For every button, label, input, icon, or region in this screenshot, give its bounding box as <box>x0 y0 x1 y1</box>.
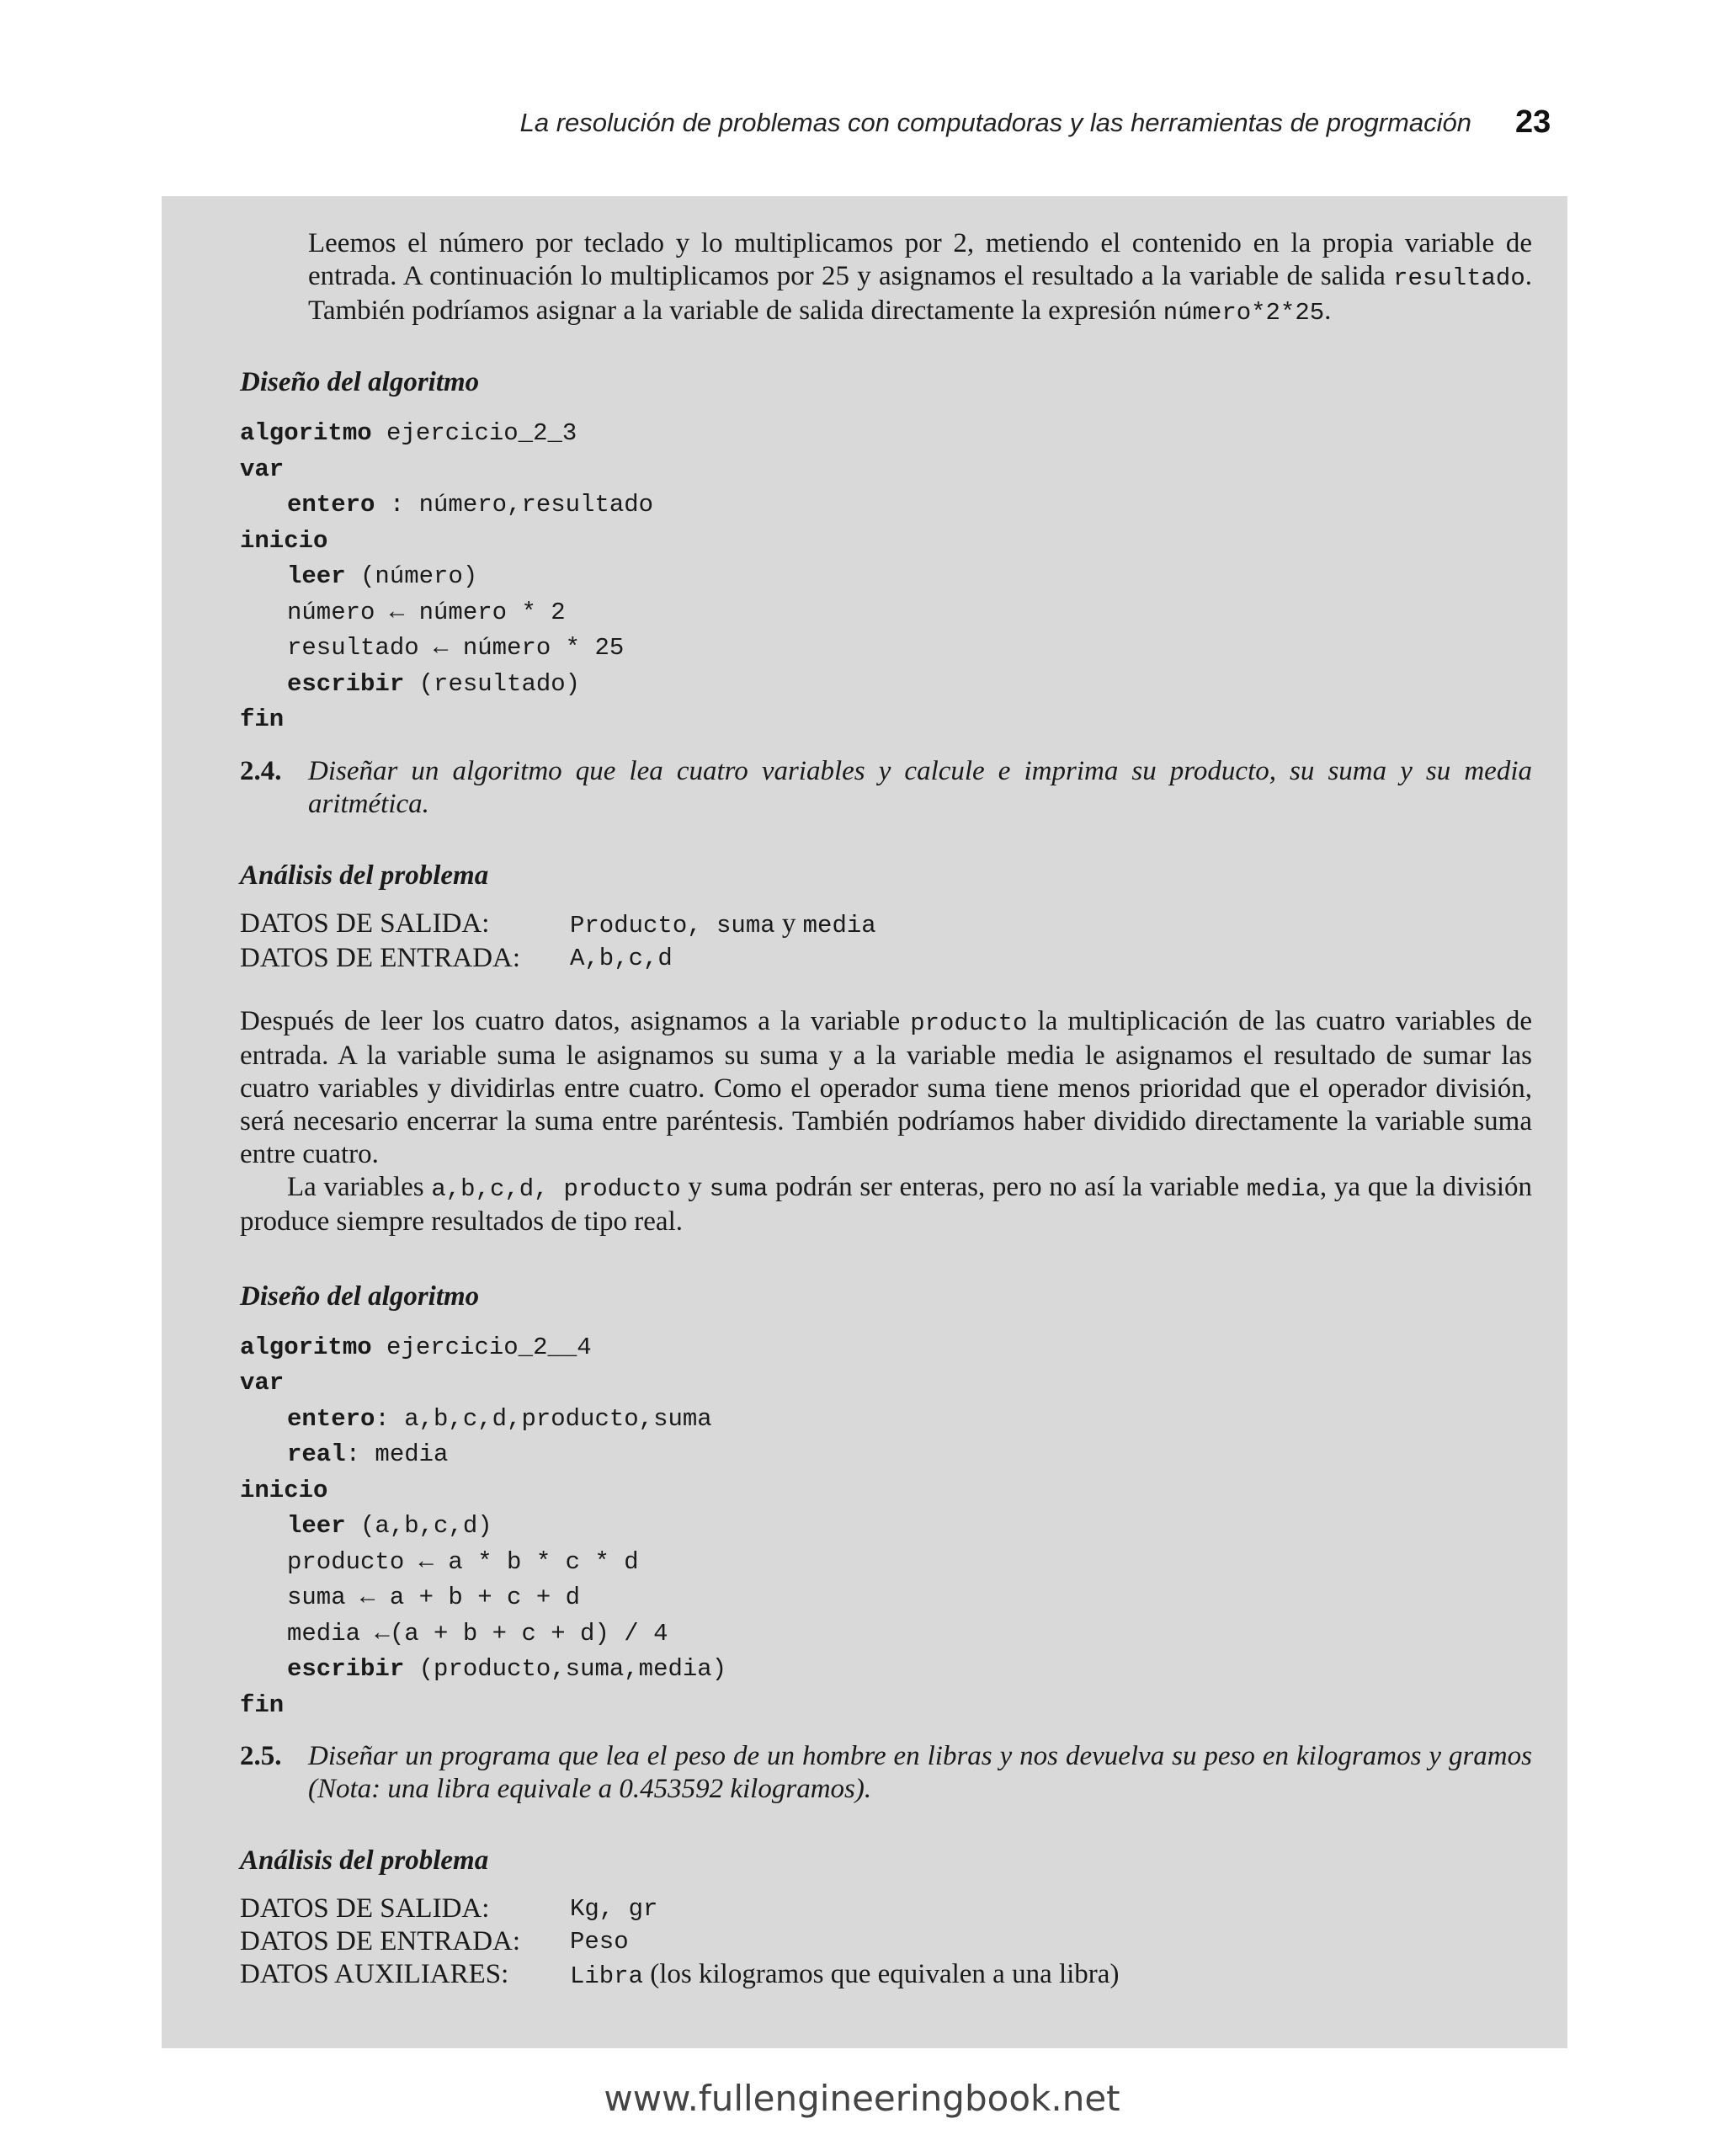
analysis-paragraph-2: La variables a,b,c,d, producto y suma podrán ser enteras, pero no así la variable media, ya que la división produce siempre resultados de tipo real. <box>240 1171 1533 1237</box>
inline-code: media <box>1246 1174 1320 1203</box>
inline-code: número*2*25 <box>1163 299 1325 327</box>
exercise-2-5 <box>240 1740 1532 1806</box>
code-line <box>240 524 1532 560</box>
code-keyword: leer <box>287 562 346 590</box>
code-text: (número) <box>345 562 478 590</box>
code-line <box>240 631 1532 667</box>
code-keyword: entero <box>287 491 375 519</box>
intro-paragraph: Leemos el número por teclado y lo multiplicamos por 2, metiendo el contenido en la propia variable de entrada. A continuación lo multiplicamos por 25 y asignamos el resultado a la variable de salida resultado. También podríamos asignar a la variable de salida directamente la expresión número*2*25. <box>308 228 1532 327</box>
code-line <box>240 1688 1532 1724</box>
code-text: (producto,suma,media) <box>404 1655 727 1683</box>
code-line <box>240 1330 1532 1366</box>
code-keyword: fin <box>240 705 285 733</box>
data-row-entrada: DATOS DE ENTRADA: Peso <box>240 1926 629 1956</box>
code-line <box>240 1545 1532 1581</box>
code-keyword: var <box>240 1369 285 1397</box>
data-row-auxiliares: DATOS AUXILIARES: Libra (los kilogramos que equivalen a una libra) <box>240 1959 1120 1990</box>
code-text: suma ← a + b + c + d <box>287 1584 581 1611</box>
code-keyword: algoritmo <box>240 1333 372 1361</box>
code-text: : media <box>345 1440 449 1468</box>
code-line <box>240 702 1532 738</box>
code-line <box>240 559 1532 595</box>
code-keyword: inicio <box>240 526 328 555</box>
code-keyword: var <box>240 455 285 483</box>
code-line <box>240 595 1532 631</box>
code-line <box>240 487 1532 524</box>
section-title-design-1: Diseño del algoritmo <box>240 367 480 397</box>
data-table-2 <box>240 1892 1532 1993</box>
algorithm-2-3 <box>240 416 1532 738</box>
exercise-2-4 <box>240 755 1532 821</box>
exercise-number: 2.5. <box>240 1741 282 1771</box>
code-line <box>240 416 1532 452</box>
inline-code: resultado <box>1393 264 1525 292</box>
code-line <box>240 1437 1532 1473</box>
code-line <box>240 1580 1532 1616</box>
section-title-analysis-2: Análisis del problema <box>240 1845 489 1876</box>
code-line <box>240 1616 1532 1653</box>
code-line <box>240 1402 1532 1438</box>
code-keyword: fin <box>240 1690 285 1719</box>
section-title-analysis-1: Análisis del problema <box>240 860 489 891</box>
code-text: : número,resultado <box>375 491 654 519</box>
code-text: (resultado) <box>404 669 581 698</box>
code-keyword: escribir <box>287 669 405 698</box>
code-text: : a,b,c,d,producto,suma <box>375 1404 712 1433</box>
inline-code: suma <box>709 1174 769 1203</box>
data-row-salida: DATOS DE SALIDA: Kg, gr <box>240 1893 658 1924</box>
data-row-entrada: DATOS DE ENTRADA: A,b,c,d <box>240 942 673 973</box>
code-keyword: leer <box>287 1512 346 1540</box>
data-table-1 <box>240 908 1532 975</box>
algorithm-2-4 <box>240 1330 1532 1724</box>
code-keyword: algoritmo <box>240 419 372 447</box>
code-line <box>240 452 1532 488</box>
page-number: 23 <box>1515 104 1551 140</box>
section-title-design-2: Diseño del algoritmo <box>240 1280 480 1312</box>
code-line <box>240 1509 1532 1545</box>
code-line <box>240 1652 1532 1688</box>
code-line <box>240 1473 1532 1509</box>
code-text: producto ← a * b * c * d <box>287 1547 639 1576</box>
running-head: La resolución de problemas con computadoras y las herramientas de progrmación <box>519 108 1471 137</box>
code-keyword: escribir <box>287 1655 405 1683</box>
analysis-paragraph: Después de leer los cuatro datos, asignamos a la variable producto la multiplicación de las cuatro variables de entrada. A la variable suma le asignamos su suma y a la variable media le asignamos el resultado de sumar las cuatro variables y dividirlas entre cuatro. Como el operador suma tiene menos prioridad que el operador división, será necesario encerrar la suma entre paréntesis. También podríamos haber dividido directamente la variable suma entre cuatro. <box>240 1005 1532 1169</box>
code-text: ejercicio_2__4 <box>371 1333 592 1361</box>
inline-code: a,b,c,d, producto <box>431 1174 681 1203</box>
data-row-salida: DATOS DE SALIDA: Producto, suma y media <box>240 908 876 940</box>
code-text: ejercicio_2_3 <box>371 419 577 447</box>
exercise-statement: Diseñar un algoritmo que lea cuatro variables y calcule e imprima su producto, su suma y su media aritmética. <box>308 755 1532 819</box>
code-line <box>240 1365 1532 1402</box>
code-line <box>240 667 1532 703</box>
footer-url[interactable]: www.fullengineeringbook.net <box>604 2078 1120 2119</box>
code-keyword: inicio <box>240 1476 328 1504</box>
code-keyword: real <box>287 1440 346 1468</box>
exercise-statement: Diseñar un programa que lea el peso de un hombre en libras y nos devuelva su peso en kilogramos y gramos (Nota: una libra equivale a 0.453592 kilogramos). <box>308 1741 1532 1804</box>
code-text: media ←(a + b + c + d) / 4 <box>287 1619 668 1648</box>
inline-code: producto <box>910 1009 1028 1037</box>
page-content <box>240 227 1532 1993</box>
code-text: resultado ← número * 25 <box>287 634 625 662</box>
code-text: (a,b,c,d) <box>345 1512 492 1540</box>
code-keyword: entero <box>287 1404 375 1433</box>
exercise-number: 2.4. <box>240 755 282 786</box>
code-text: número ← número * 2 <box>287 598 566 626</box>
